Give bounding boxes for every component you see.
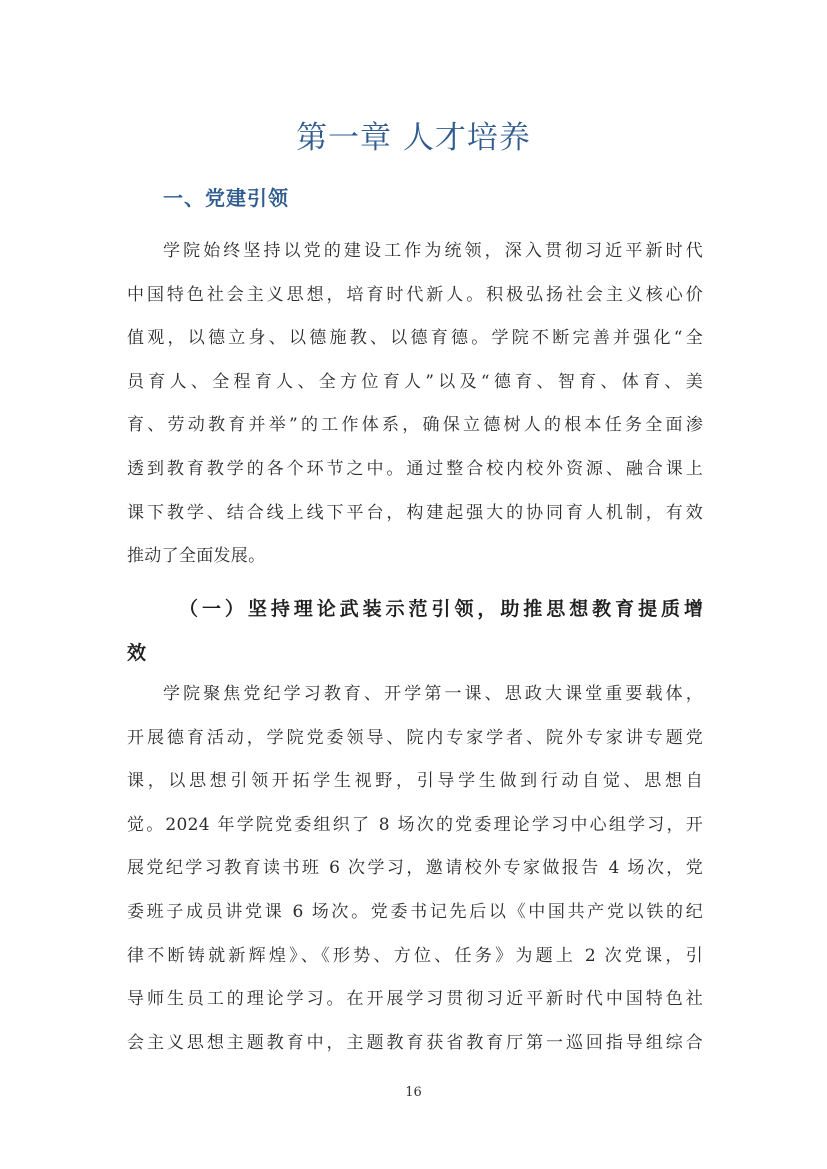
paragraph-line: 员育人、全程育人、全方位育人”以及“德育、智育、体育、美	[127, 371, 703, 392]
paragraph-line: 学院聚焦党纪学习教育、开学第一课、思政大课堂重要载体，	[163, 684, 703, 704]
paragraph-line: 展党纪学习教育读书班 6 次学习，邀请校外专家做报告 4 场次，党	[127, 858, 703, 879]
paragraph-party-leadership	[127, 230, 703, 579]
paragraph-line: 育、劳动教育并举”的工作体系，确保立德树人的根本任务全面渗	[127, 415, 703, 436]
paragraph-line: 值观，以德立身、以德施教、以德育德。学院不断完善并强化“全	[127, 328, 703, 349]
paragraph-line: 觉。2024 年学院党委组织了 8 场次的党委理论学习中心组学习，开	[127, 814, 703, 835]
subheading-line: （一）坚持理论武装示范引领，助推思想教育提质增	[179, 598, 703, 620]
paragraph-line: 导师生员工的理论学习。在开展学习贯彻习近平新时代中国特色社	[127, 989, 703, 1010]
subsection-heading	[127, 587, 703, 675]
paragraph-line: 透到教育教学的各个环节之中。通过整合校内校外资源、融合课上	[127, 458, 703, 479]
paragraph-line: 委班子成员讲党课 6 场次。党委书记先后以《中国共产党以铁的纪	[127, 901, 703, 922]
page-number: 16	[405, 1085, 422, 1100]
section-heading: 一、党建引领	[163, 186, 289, 210]
paragraph-line: 课，以思想引领开拓学生视野，引导学生做到行动自觉、思想自	[127, 771, 703, 792]
paragraph-line: 开展德育活动，学院党委领导、院内专家学者、院外专家讲专题党	[127, 727, 703, 748]
paragraph-line: 中国特色社会主义思想，培育时代新人。积极弘扬社会主义核心价	[127, 284, 703, 305]
paragraph-theory-study	[127, 673, 703, 1065]
paragraph-line: 会主义思想主题教育中，主题教育获省教育厅第一巡回指导组综合	[127, 1032, 703, 1053]
paragraph-line: 课下教学、结合线上线下平台，构建起强大的协同育人机制，有效	[127, 502, 703, 523]
subheading-line: 效	[127, 642, 147, 664]
paragraph-line: 学院始终坚持以党的建设工作为统领，深入贯彻习近平新时代	[163, 241, 703, 261]
paragraph-line: 推动了全面发展。	[127, 546, 266, 567]
paragraph-line: 律不断铸就新辉煌》、《形势、方位、任务》为题上 2 次党课，引	[127, 945, 703, 966]
chapter-title: 第一章 人才培养	[296, 120, 531, 156]
